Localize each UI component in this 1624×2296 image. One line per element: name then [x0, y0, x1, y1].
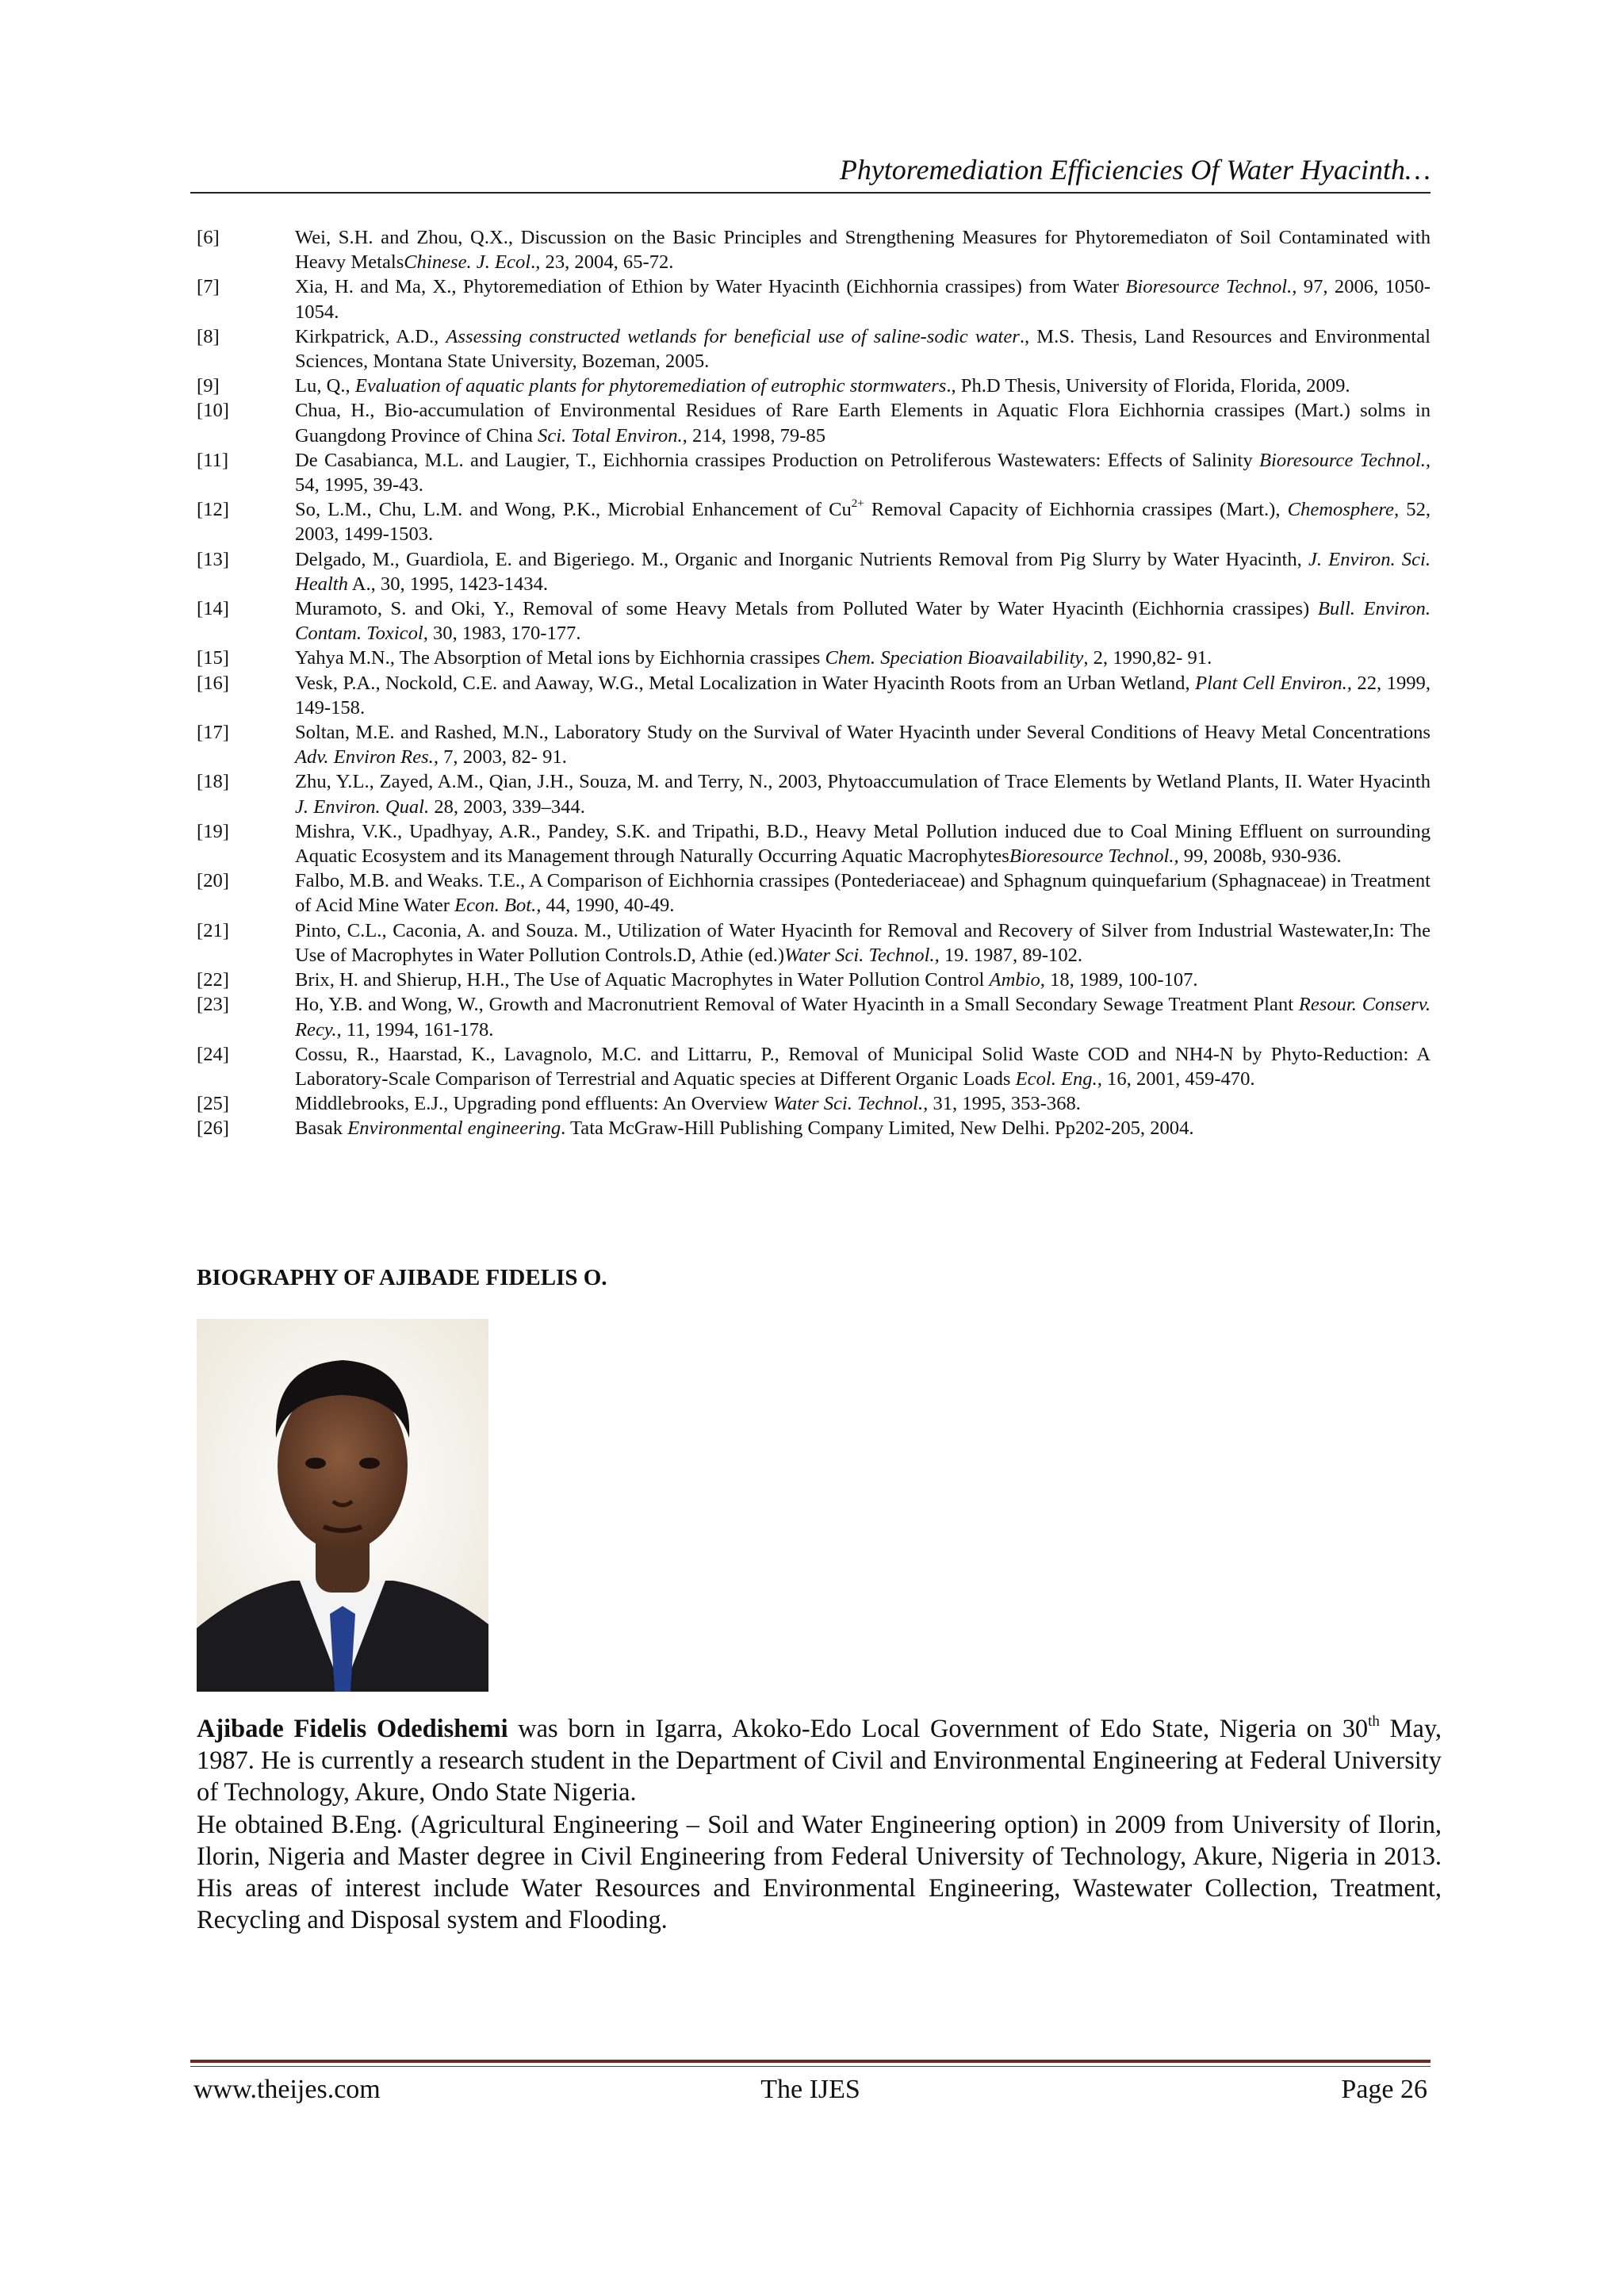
- footer-page-number: Page 26: [1341, 2075, 1427, 2104]
- biography-heading: BIOGRAPHY OF AJIBADE FIDELIS O.: [197, 1265, 607, 1290]
- reference-item: [197, 720, 1431, 769]
- reference-item: [197, 398, 1431, 447]
- reference-item: [197, 225, 1431, 274]
- biography-text: [197, 1713, 1442, 1936]
- reference-text: Falbo, M.B. and Weaks. T.E., A Comparison of Eichhornia crassipes (Pontederiaceae) and Sphagnum quinquefarium (Sphagnaceae) in Treatment of Acid Mine Water Econ. Bot., 44, 1990, 40-49.: [295, 870, 1431, 917]
- reference-text: De Casabianca, M.L. and Laugier, T., Eichhornia crassipes Production on Petroliferous Wastewaters: Effects of Salinity Bioresource Technol., 54, 1995, 39-43.: [295, 449, 1431, 496]
- reference-text: Brix, H. and Shierup, H.H., The Use of Aquatic Macrophytes in Water Pollution Control Ambio, 18, 1989, 100-107.: [295, 969, 1198, 991]
- reference-number: [13]: [197, 548, 229, 570]
- reference-number: [21]: [197, 919, 229, 941]
- reference-text: Zhu, Y.L., Zayed, A.M., Qian, J.H., Souza, M. and Terry, N., 2003, Phytoaccumulation of Trace Elements by Wetland Plants, II. Water Hyacinth J. Environ. Qual. 28, 2003, 339–344.: [295, 771, 1431, 818]
- reference-text: Kirkpatrick, A.D., Assessing constructed wetlands for beneficial use of saline-sodic water., M.S. Thesis, Land Resources and Environmental Sciences, Montana State University, Bozeman, 2005.: [295, 325, 1431, 373]
- reference-text: Basak Environmental engineering. Tata McGraw-Hill Publishing Company Limited, New Delhi. Pp202-205, 2004.: [295, 1117, 1194, 1140]
- reference-number: [7]: [197, 276, 220, 298]
- reference-number: [8]: [197, 325, 220, 347]
- reference-text: Xia, H. and Ma, X., Phytoremediation of Ethion by Water Hyacinth (Eichhornia crassipes) from Water Bioresource Technol., 97, 2006, 1050-1054.: [295, 276, 1431, 323]
- reference-item: [197, 274, 1431, 324]
- reference-item: [197, 448, 1431, 497]
- reference-item: [197, 992, 1431, 1041]
- reference-item: [197, 646, 1431, 670]
- reference-number: [15]: [197, 647, 229, 669]
- reference-text: Middlebrooks, E.J., Upgrading pond effluents: An Overview Water Sci. Technol., 31, 1995, 353-368.: [295, 1093, 1081, 1115]
- reference-number: [20]: [197, 870, 229, 892]
- reference-item: [197, 1116, 1431, 1140]
- reference-item: [197, 819, 1431, 868]
- header-rule: [190, 192, 1431, 194]
- reference-text: Ho, Y.B. and Wong, W., Growth and Macronutrient Removal of Water Hyacinth in a Small Secondary Sewage Treatment Plant Resour. Conserv. Recy., 11, 1994, 161-178.: [295, 994, 1431, 1041]
- reference-number: [26]: [197, 1117, 229, 1140]
- reference-text: So, L.M., Chu, L.M. and Wong, P.K., Microbial Enhancement of $Cu^{2+}$ Removal Capacity of Eichhornia crassipes (Mart.), Chemosphere, 52, 2003, 1499-1503.: [295, 497, 1431, 546]
- reference-number: [17]: [197, 722, 229, 744]
- author-name: Ajibade Fidelis Odedishemi: [197, 1715, 508, 1743]
- reference-number: [23]: [197, 994, 229, 1016]
- reference-number: [16]: [197, 672, 229, 694]
- biography-paragraph-1: Ajibade Fidelis Odedishemi was born in Igarra, Akoko-Edo Local Government of Edo State, Nigeria on 30th May, 1987. He is currently a research student in the Department of Civil and Environmental Engineering at Federal University of Technology, Akure, Ondo State Nigeria.: [197, 1713, 1442, 1807]
- reference-number: [18]: [197, 771, 229, 793]
- reference-item: [197, 968, 1431, 992]
- reference-text: Wei, S.H. and Zhou, Q.X., Discussion on the Basic Principles and Strengthening Measures for Phytoremediaton of Soil Contaminated with Heavy MetalsChinese. J. Ecol., 23, 2004, 65-72.: [295, 227, 1431, 274]
- reference-number: [14]: [197, 598, 229, 620]
- reference-text: Cossu, R., Haarstad, K., Lavagnolo, M.C. and Littarru, P., Removal of Municipal Solid Waste COD and NH4-N by Phyto-Reduction: A Laboratory-Scale Comparison of Terrestrial and Aquatic species at Different Organic Loads Ecol. Eng., 16, 2001, 459-470.: [295, 1043, 1431, 1090]
- reference-number: [6]: [197, 227, 220, 248]
- reference-text: Delgado, M., Guardiola, E. and Bigeriego. M., Organic and Inorganic Nutrients Removal from Pig Slurry by Water Hyacinth, J. Environ. Sci. Health A., 30, 1995, 1423-1434.: [295, 548, 1431, 595]
- reference-item: [197, 868, 1431, 918]
- footer-website-link[interactable]: www.theijes.com: [193, 2075, 381, 2104]
- reference-number: [19]: [197, 820, 229, 842]
- reference-number: [11]: [197, 449, 229, 471]
- reference-item: [197, 324, 1431, 374]
- reference-text: Chua, H., Bio-accumulation of Environmental Residues of Rare Earth Elements in Aquatic Flora Eichhornia crassipes (Mart.) solms in Guangdong Province of China Sci. Total Environ., 214, 1998, 79-85: [295, 400, 1431, 447]
- reference-item: [197, 1042, 1431, 1091]
- reference-item: [197, 1091, 1431, 1116]
- biography-paragraph-2: He obtained B.Eng. (Agricultural Engineering – Soil and Water Engineering option) in 2009 from University of Ilorin, Ilorin, Nigeria and Master degree in Civil Engineering from Federal University of Technology, Akure, Nigeria in 2013. His areas of interest include Water Resources and Environmental Engineering, Wastewater Collection, Treatment, Recycling and Disposal system and Flooding.: [197, 1810, 1442, 1935]
- running-title: Phytoremediation Efficiencies Of Water Hyacinth…: [839, 154, 1431, 186]
- reference-number: [25]: [197, 1093, 229, 1115]
- author-photo: [197, 1319, 488, 1692]
- reference-item: [197, 671, 1431, 720]
- reference-text: Yahya M.N., The Absorption of Metal ions by Eichhornia crassipes Chem. Speciation Bioavailability, 2, 1990,82- 91.: [295, 647, 1212, 669]
- reference-number: [9]: [197, 375, 220, 397]
- reference-text: Lu, Q., Evaluation of aquatic plants for phytoremediation of eutrophic stormwaters., Ph.D Thesis, University of Florida, Florida, 2009.: [295, 375, 1350, 397]
- reference-list: [197, 225, 1431, 1141]
- footer-journal-name: The IJES: [760, 2075, 860, 2104]
- reference-number: [12]: [197, 499, 229, 521]
- reference-item: [197, 374, 1431, 398]
- reference-number: [22]: [197, 969, 229, 991]
- footer-rule: [190, 2060, 1431, 2063]
- reference-item: [197, 547, 1431, 596]
- reference-item: [197, 596, 1431, 646]
- reference-number: [24]: [197, 1043, 229, 1065]
- reference-number: [10]: [197, 400, 229, 422]
- reference-text: Pinto, C.L., Caconia, A. and Souza. M., Utilization of Water Hyacinth for Removal and Recovery of Silver from Industrial Wastewater,In: The Use of Macrophytes in Water Pollution Controls.D, Athie (ed.)Water Sci. Technol., 19. 1987, 89-102.: [295, 919, 1431, 966]
- reference-item: [197, 769, 1431, 818]
- reference-item: [197, 497, 1431, 546]
- reference-text: Muramoto, S. and Oki, Y., Removal of some Heavy Metals from Polluted Water by Water Hyacinth (Eichhornia crassipes) Bull. Environ. Contam. Toxicol, 30, 1983, 170-177.: [295, 598, 1431, 645]
- reference-item: [197, 918, 1431, 968]
- reference-text: Vesk, P.A., Nockold, C.E. and Aaway, W.G., Metal Localization in Water Hyacinth Roots from an Urban Wetland, Plant Cell Environ., 22, 1999, 149-158.: [295, 672, 1431, 719]
- reference-text: Soltan, M.E. and Rashed, M.N., Laboratory Study on the Survival of Water Hyacinth under Several Conditions of Heavy Metal Concentrations Adv. Environ Res., 7, 2003, 82- 91.: [295, 722, 1431, 769]
- reference-text: Mishra, V.K., Upadhyay, A.R., Pandey, S.K. and Tripathi, B.D., Heavy Metal Pollution induced due to Coal Mining Effluent on surrounding Aquatic Ecosystem and its Management through Naturally Occurring Aquatic MacrophytesBioresource Technol., 99, 2008b, 930-936.: [295, 820, 1431, 868]
